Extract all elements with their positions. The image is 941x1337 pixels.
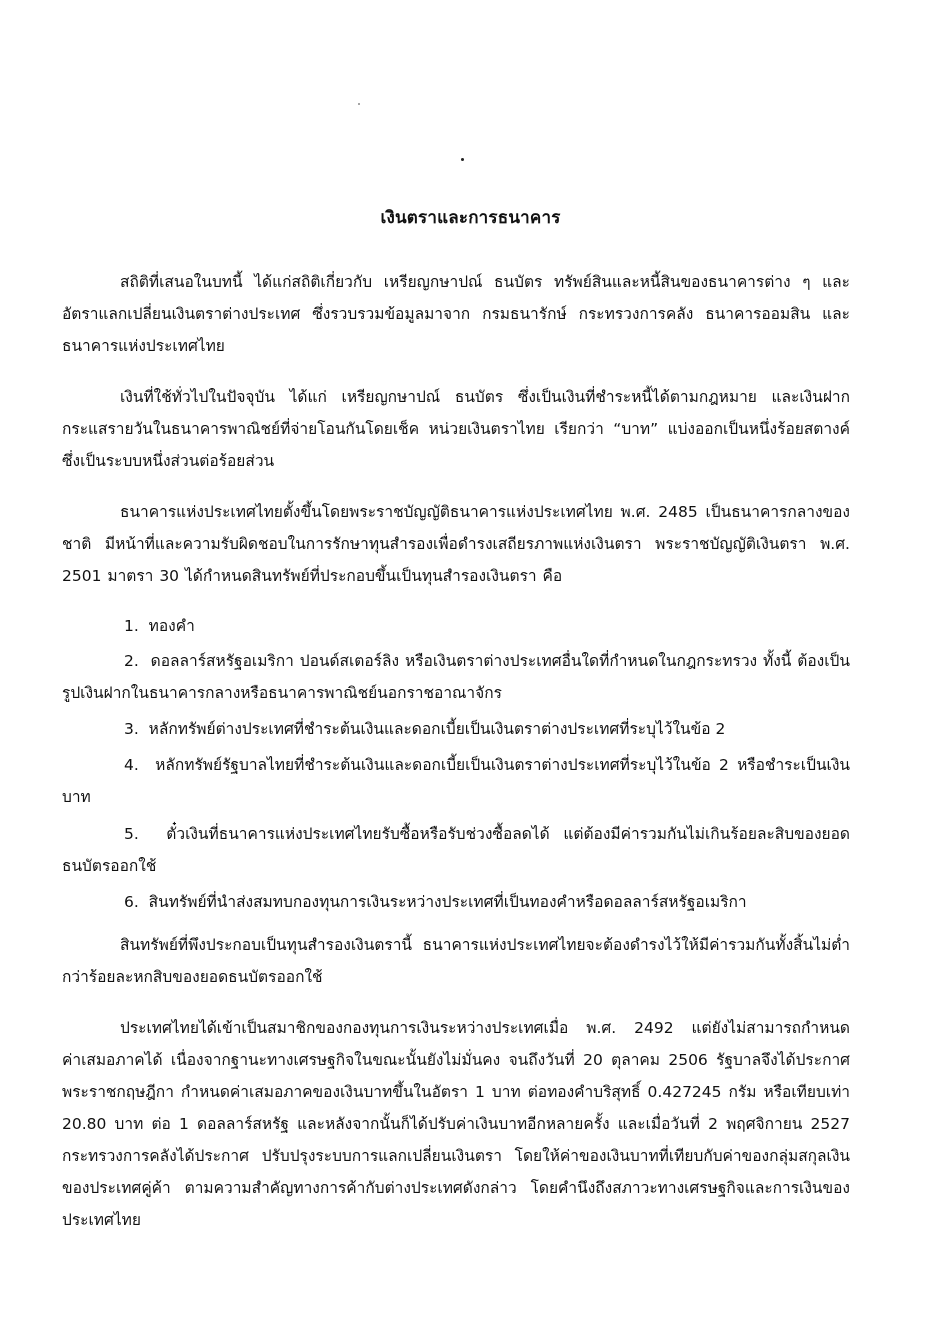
list-item-number: 2. (124, 652, 139, 670)
list-item-text: สินทรัพย์ที่นำส่งสมทบกองทุนการเงินระหว่างประเทศที่เป็นทองคำหรือดอลลาร์สหรัฐอเมริกา (148, 893, 747, 911)
list-item (62, 818, 850, 882)
paragraph-reserve-ratio: สินทรัพย์ที่พึงประกอบเป็นทุนสำรองเงินตรานี้ ธนาคารแห่งประเทศไทยจะต้องดำรงไว้ให้มีค่ารวมกันทั้งสิ้นไม่ต่ำกว่าร้อยละหกสิบของยอดธนบัตรออกใช้ (62, 936, 850, 986)
paragraph-central-bank: ธนาคารแห่งประเทศไทยตั้งขึ้นโดยพระราชบัญญัติธนาคารแห่งประเทศไทย พ.ศ. 2485 เป็นธนาคารกลางของชาติ มีหน้าที่และความรับผิดชอบในการรักษาทุนสำรองเพื่อดำรงเสถียรภาพแห่งเงินตรา พระราชบัญญัติเงินตรา พ.ศ. 2501 มาตรา 30 ได้กำหนดสินทรัพย์ที่ประกอบขึ้นเป็นทุนสำรองเงินตรา คือ (62, 503, 850, 585)
paragraph-exchange-history: ประเทศไทยได้เข้าเป็นสมาชิกของกองทุนการเงินระหว่างประเทศเมื่อ พ.ศ. 2492 แต่ยังไม่สามารถกำหนดค่าเสมอภาคได้ เนื่องจากฐานะทางเศรษฐกิจในขณะนั้นยังไม่มั่นคง จนถึงวันที่ 20 ตุลาคม 2506 รัฐบาลจึงได้ประกาศพระราชกฤษฎีกา กำหนดค่าเสมอภาคของเงินบาทขึ้นในอัตรา 1 บาท ต่อทองคำบริสุทธิ์ 0.427245 กรัม หรือเทียบเท่า 20.80 บาท ต่อ 1 ดอลลาร์สหรัฐ และหลังจากนั้นก็ได้ปรับค่าเงินบาทอีกหลายครั้ง และเมื่อวันที่ 2 พฤศจิกายน 2527 กระทรวงการคลังได้ประกาศ ปรับปรุงระบบการแลกเปลี่ยนเงินตรา โดยให้ค่าของเงินบาทที่เทียบกับค่าของกลุ่มสกุลเงินของประเทศคู่ค้า ตามความสำคัญทางการค้ากับต่างประเทศดังกล่าว โดยคำนึงถึงสภาวะทางเศรษฐกิจและการเงินของประเทศไทย (62, 1019, 850, 1229)
paragraph-intro: สถิติที่เสนอในบทนี้ ได้แก่สถิติเกี่ยวกับ เหรียญกษาปณ์ ธนบัตร ทรัพย์สินและหนี้สินของธนาคารต่าง ๆ และอัตราแลกเปลี่ยนเงินตราต่างประเทศ ซึ่งรวบรวมข้อมูลมาจาก กรมธนารักษ์ กระทรวงการคลัง ธนาคารออมสิน และธนาคารแห่งประเทศไทย (62, 273, 850, 355)
scan-dot (461, 158, 464, 161)
scan-speck (358, 103, 360, 105)
list-item-text: หลักทรัพย์รัฐบาลไทยที่ชำระต้นเงินและดอกเบี้ยเป็นเงินตราต่างประเทศที่ระบุไว้ในข้อ 2 หรือชำระเป็นเงินบาท (62, 756, 850, 806)
list-item-text: หลักทรัพย์ต่างประเทศที่ชำระต้นเงินและดอกเบี้ยเป็นเงินตราต่างประเทศที่ระบุไว้ในข้อ 2 (148, 720, 726, 738)
list-item-number: 5. (124, 825, 139, 843)
list-item (62, 610, 850, 642)
paragraph-currency: เงินที่ใช้ทั่วไปในปัจจุบัน ได้แก่ เหรียญกษาปณ์ ธนบัตร ซึ่งเป็นเงินที่ชำระหนี้ได้ตามกฎหมาย และเงินฝากกระแสรายวันในธนาคารพาณิชย์ที่จ่ายโอนกันโดยเช็ค หน่วยเงินตราไทย เรียกว่า “บาท” แบ่งออกเป็นหนึ่งร้อยสตางค์ ซึ่งเป็นระบบหนึ่งส่วนต่อร้อยส่วน (62, 388, 850, 470)
list-item-number: 6. (124, 893, 139, 911)
list-item-text: ตั๋วเงินที่ธนาคารแห่งประเทศไทยรับซื้อหรือรับช่วงซื้อลดได้ แต่ต้องมีค่ารวมกันไม่เกินร้อยละสิบของยอดธนบัตรออกใช้ (62, 825, 850, 875)
list-item (62, 713, 850, 745)
list-item-number: 1. (124, 617, 139, 635)
list-item-text: ดอลลาร์สหรัฐอเมริกา ปอนด์สเตอร์ลิง หรือเงินตราต่างประเทศอื่นใดที่กำหนดในกฎกระทรวง ทั้งนี้ ต้องเป็นรูปเงินฝากในธนาคารกลางหรือธนาคารพาณิชย์นอกราชอาณาจักร (62, 652, 850, 702)
page-title: เงินตราและการธนาคาร (380, 208, 561, 228)
list-item-text: ทองคำ (148, 617, 195, 635)
list-item (62, 645, 850, 709)
list-item (62, 749, 850, 813)
list-item-number: 4. (124, 756, 139, 774)
list-item (62, 886, 850, 918)
list-item-number: 3. (124, 720, 139, 738)
